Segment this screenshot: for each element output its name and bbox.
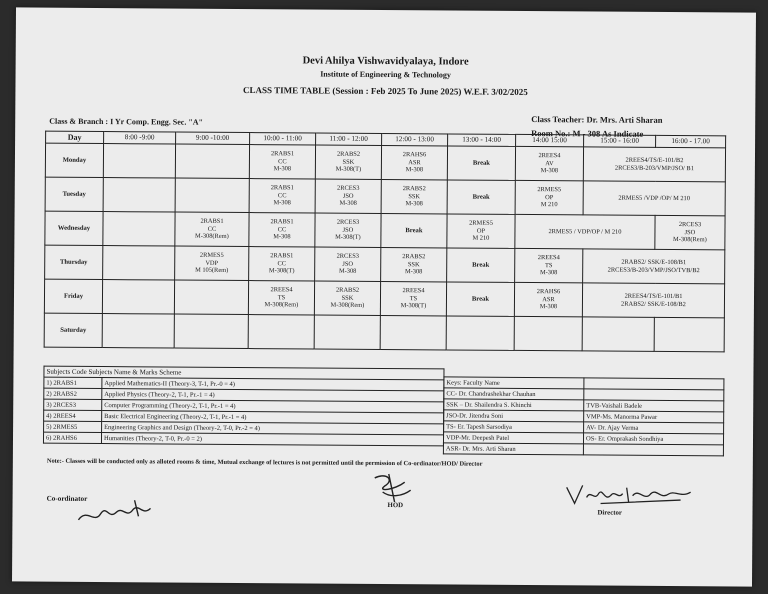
class-cell: 2RABS2 SSK M-308 xyxy=(381,247,447,281)
time-slot: 9:00 -10:00 xyxy=(176,132,250,145)
note-text: Note:- Classes will be conducted only as alloted rooms & time, Mutual exchange of lectures is not permitted until the permission of Co-ordinator/HOD/ Director xyxy=(46,457,483,468)
class-cell: 2REES4 TS M-308 xyxy=(515,248,583,282)
class-cell: 2RABS1 CC M-308(T) xyxy=(249,247,315,281)
class-cell xyxy=(582,317,654,352)
class-cell: 2RABS1 CC M-308(Rem) xyxy=(175,212,249,247)
class-cell: 2RMES5 OP M 210 xyxy=(447,214,515,248)
lab-cell: 2RMES5 /VDP /OP/ M 210 xyxy=(583,181,725,216)
class-teacher: Class Teacher: Dr. Mrs. Arti Sharan xyxy=(531,114,663,125)
class-cell: 2RMES5 VDP M 105(Rem) xyxy=(175,246,249,281)
lab-cell: 2RMES5 / VDP/OP / M 210 xyxy=(515,214,655,249)
break-cell: Break xyxy=(446,282,514,316)
timetable-title: CLASS TIME TABLE (Session : Feb 2025 To June 2025) W.E.F. 3/02/2025 xyxy=(243,85,528,97)
coordinator-label: Co-ordinator xyxy=(46,494,88,503)
room-number: Room No.: M - 308 As Indicate xyxy=(531,128,644,139)
class-cell xyxy=(174,280,248,315)
class-cell: 2RABS1 CC M-308 xyxy=(249,145,315,179)
class-cell xyxy=(103,144,175,179)
key-row: JSO-Dr. Jitendra Soni VMP-Ms. Manorma Pawar xyxy=(444,410,724,423)
key-row: VDP-Mr. Deepesh Patel OS- Er. Omprakash Sondhiya xyxy=(443,432,723,445)
subjects-header: Subjects Code Subjects Name & Marks Scheme xyxy=(44,366,444,380)
institute-name: Institute of Engineering & Technology xyxy=(320,69,451,80)
subject-row: 6) 2RAHS6 Humanities (Theory-2, T-0, Pr.-0 = 2) xyxy=(43,432,443,446)
class-cell xyxy=(175,144,249,179)
class-cell xyxy=(102,314,174,349)
break-cell: Break xyxy=(381,213,447,247)
time-slot: 8:00 -9:00 xyxy=(104,132,176,145)
class-cell: 2RABS2 SSK M-308(Rem) xyxy=(314,281,380,315)
day-row-thursday xyxy=(45,245,725,284)
time-slot: 13:00 - 14:00 xyxy=(448,134,516,146)
break-cell: Break xyxy=(447,146,515,180)
class-cell xyxy=(174,314,248,349)
time-slot: 12:00 - 13:00 xyxy=(382,133,448,145)
class-cell: 2REES4 TS M-308(T) xyxy=(380,281,446,315)
class-cell: 2RCES3 JSO M-308 xyxy=(315,179,381,213)
class-cell: 2RABS1 CC M-308 xyxy=(249,213,315,247)
coordinator-signature xyxy=(72,490,172,531)
day-label: Friday xyxy=(44,279,102,313)
class-cell: 2RCES3 JSO M-308(T) xyxy=(315,213,381,247)
class-cell: 2RABS2 SSK M-308 xyxy=(381,179,447,213)
class-cell: 2RAHS6 ASR M-308 xyxy=(381,145,447,179)
class-cell xyxy=(102,280,174,315)
day-header: Day xyxy=(46,131,104,143)
class-cell: 2RABS1 CC M-308 xyxy=(249,179,315,213)
class-cell: 2RAHS6 ASR M-308 xyxy=(514,282,582,316)
director-label: Director xyxy=(597,509,622,517)
key-row: CC- Dr. Chandrashekhar Chauhan xyxy=(444,388,724,401)
time-slot: 16:00 - 17.00 xyxy=(656,135,726,147)
class-cell: 2RCES3 JSO M-308(Rem) xyxy=(655,215,725,249)
time-slot: 11:00 - 12:00 xyxy=(316,133,382,145)
director-signature xyxy=(561,479,701,512)
class-cell xyxy=(103,178,175,213)
class-cell xyxy=(175,178,249,213)
break-cell: Break xyxy=(447,180,515,214)
class-cell xyxy=(103,246,175,281)
class-cell: 2REES4 AV M-308 xyxy=(515,146,583,180)
class-cell xyxy=(380,315,446,349)
lab-cell: 2REES4/TS/E-101/B1 2RABS2/ SSK/E-108/B2 xyxy=(582,283,724,318)
day-row-wednesday xyxy=(45,211,725,250)
time-slot: 14:00 15:00 xyxy=(516,134,584,146)
lab-cell: 2RABS2/ SSK/E-108/B1 2RCES3/B-203/VMP/JSO/TVB/B2 xyxy=(583,249,725,284)
class-cell xyxy=(103,212,175,247)
class-cell: 2REES4 TS M-308(Rem) xyxy=(248,281,314,315)
key-row: TS- Er. Tapesh Sarsodiya AV- Dr. Ajay Verma xyxy=(444,421,724,434)
subject-row: 4) 2REES4 Basic Electrical Engineering (Theory-2, T-1, Pr.-1 = 4) xyxy=(44,410,444,424)
class-cell xyxy=(248,315,314,349)
break-cell: Break xyxy=(447,248,515,282)
university-name: Devi Ahilya Vishwavidyalaya, Indore xyxy=(302,55,469,68)
timetable-document xyxy=(12,7,756,586)
timetable-grid xyxy=(44,131,726,353)
lab-cell: 2REES4/TS/E-101/B2 2RCES3/B-203/VMP/JSO/ B1 xyxy=(583,147,725,182)
class-cell xyxy=(446,316,514,350)
class-cell xyxy=(314,315,380,349)
day-label: Saturday xyxy=(44,313,102,347)
day-row-friday xyxy=(44,279,724,318)
subject-row: 3) 2RCES3 Computer Programming (Theory-2, T-1, Pr.-1 = 4) xyxy=(44,399,444,413)
day-label: Monday xyxy=(45,143,103,177)
key-row: SSK – Dr. Shailendra S. Khinchi TVB-Vaishali Badele xyxy=(444,399,724,412)
day-label: Tuesday xyxy=(45,177,103,211)
hod-label: HOD xyxy=(387,502,404,510)
subjects-table xyxy=(43,366,445,447)
class-cell: 2RABS2 SSK M-308(T) xyxy=(315,145,381,179)
day-label: Wednesday xyxy=(45,211,103,245)
day-row-tuesday xyxy=(45,177,725,216)
class-cell xyxy=(514,316,582,350)
subject-row: 1) 2RABS1 Applied Mathematics-II (Theory-3, T-1, Pr.-0 = 4) xyxy=(44,377,444,391)
time-slot: 10:00 - 11:00 xyxy=(250,133,316,145)
day-label: Thursday xyxy=(45,245,103,279)
class-cell: 2RCES3 JSO M-308 xyxy=(315,247,381,281)
time-slot: 15:00 - 16:00 xyxy=(584,135,656,148)
keys-header: Keys: Faculty Name xyxy=(444,377,584,389)
subject-row: 5) 2RMES5 Engineering Graphics and Design (Theory-2, T-0, Pr.-2 = 4) xyxy=(44,421,444,435)
day-row-saturday xyxy=(44,313,724,352)
key-row: ASR- Dr. Mrs. Arti Sharan xyxy=(443,443,723,456)
faculty-keys-table xyxy=(443,376,725,456)
class-branch: Class & Branch : I Yr Comp. Engg. Sec. "A" xyxy=(49,116,204,127)
subject-row: 2) 2RABS2 Applied Physics (Theory-2, T-1, Pr.-1 = 4) xyxy=(44,388,444,402)
day-row-monday xyxy=(45,143,725,182)
class-cell: 2RMES5 OP M 210 xyxy=(515,180,583,214)
class-cell xyxy=(654,317,724,351)
